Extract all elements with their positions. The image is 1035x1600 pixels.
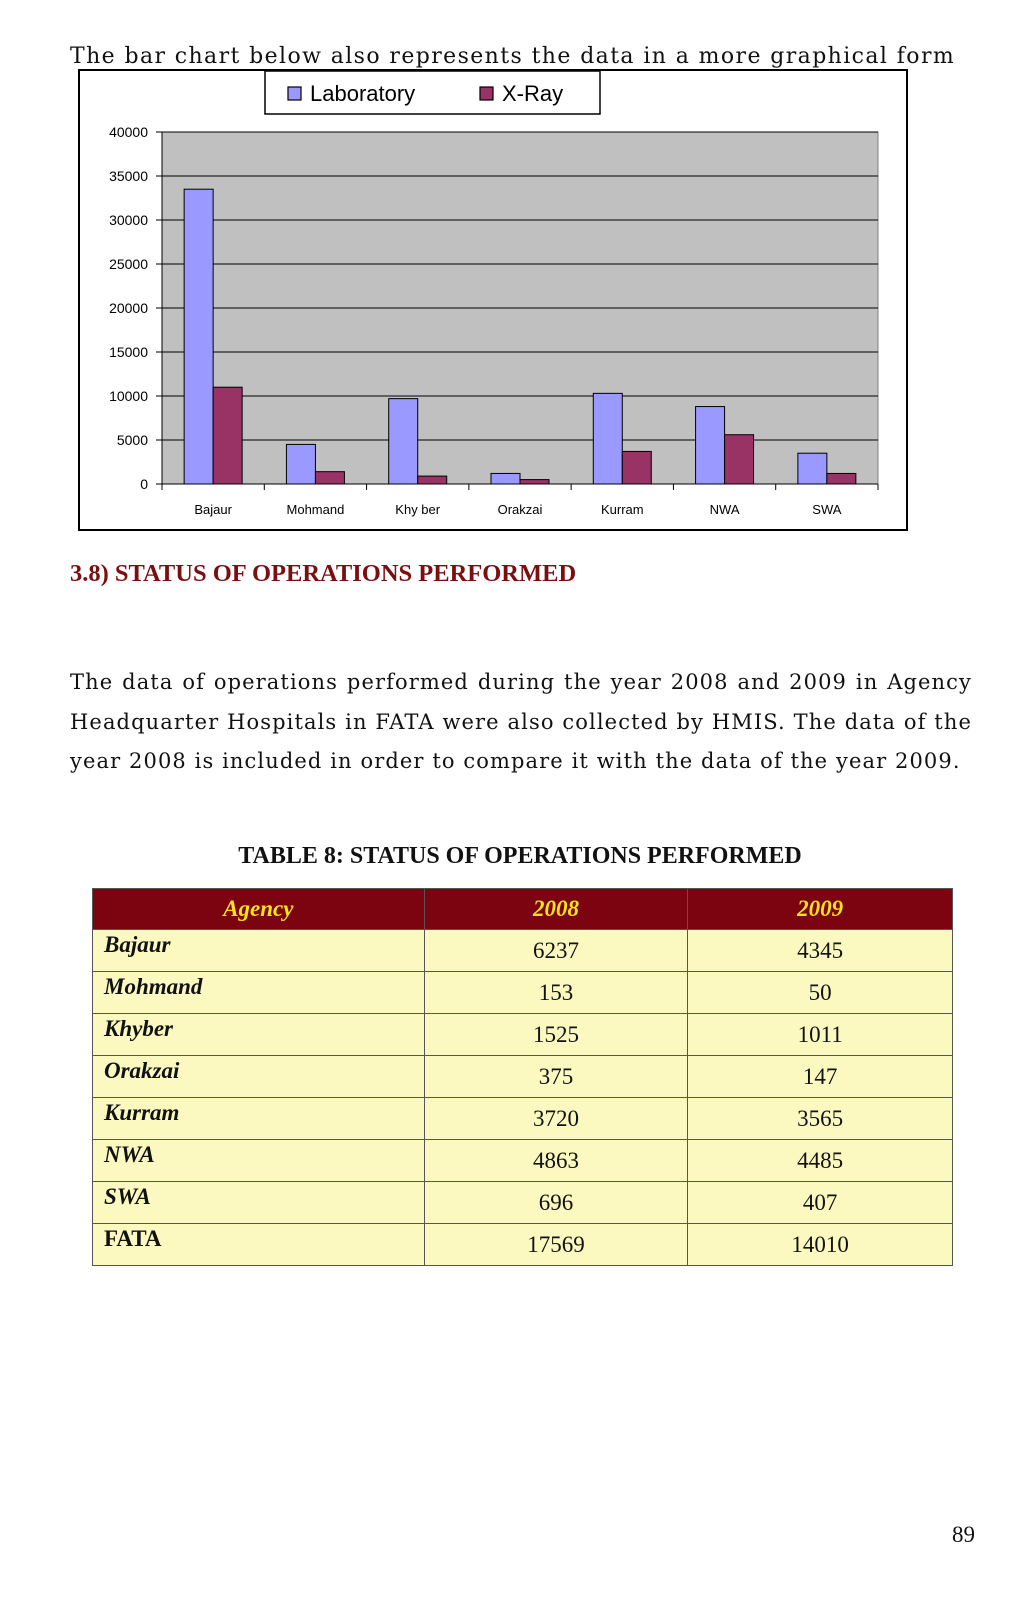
y-tick-label: 5000 xyxy=(116,432,148,448)
value-2009-cell: 1011 xyxy=(688,1014,953,1056)
agency-cell: Mohmand xyxy=(93,972,425,1014)
agency-cell: Bajaur xyxy=(93,930,425,972)
y-tick-label: 15000 xyxy=(109,344,148,360)
y-tick-label: 35000 xyxy=(109,168,148,184)
value-2009-cell: 4345 xyxy=(688,930,953,972)
y-tick-label: 10000 xyxy=(109,388,148,404)
header-2008: 2008 xyxy=(424,889,688,930)
table-row xyxy=(93,1056,953,1098)
table-header-row xyxy=(93,889,953,930)
bar-laboratory xyxy=(286,444,315,484)
intro-text: The bar chart below also represents the data in a more graphical form xyxy=(70,44,956,69)
bar-laboratory xyxy=(593,393,622,484)
agency-cell: Khyber xyxy=(93,1014,425,1056)
legend-label: Laboratory xyxy=(310,81,416,106)
value-2009-cell: 147 xyxy=(688,1056,953,1098)
value-2008-cell: 1525 xyxy=(424,1014,688,1056)
x-tick-label: Bajaur xyxy=(194,502,232,517)
y-tick-label: 25000 xyxy=(109,256,148,272)
bar-x-ray xyxy=(418,476,447,484)
table-row xyxy=(93,972,953,1014)
section-heading: 3.8) STATUS OF OPERATIONS PERFORMED xyxy=(70,560,577,587)
agency-cell-total: FATA xyxy=(93,1224,425,1266)
bar-chart xyxy=(78,69,908,531)
agency-cell: NWA xyxy=(93,1140,425,1182)
header-agency: Agency xyxy=(93,889,425,930)
value-2008-cell: 17569 xyxy=(424,1224,688,1266)
value-2009-cell: 50 xyxy=(688,972,953,1014)
value-2009-cell: 3565 xyxy=(688,1098,953,1140)
bar-laboratory xyxy=(798,453,827,484)
bar-x-ray xyxy=(622,451,651,484)
x-tick-label: Mohmand xyxy=(286,502,345,517)
bar-x-ray xyxy=(725,435,754,484)
agency-cell: SWA xyxy=(93,1182,425,1224)
value-2009-cell: 14010 xyxy=(688,1224,953,1266)
bar-x-ray xyxy=(520,480,549,484)
chart-canvas xyxy=(80,71,906,529)
table-row xyxy=(93,1098,953,1140)
table-row xyxy=(93,1014,953,1056)
x-tick-label: Kurram xyxy=(600,502,644,517)
y-tick-label: 20000 xyxy=(109,300,148,316)
value-2008-cell: 6237 xyxy=(424,930,688,972)
value-2008-cell: 375 xyxy=(424,1056,688,1098)
bar-x-ray xyxy=(827,473,856,484)
value-2008-cell: 696 xyxy=(424,1182,688,1224)
bar-x-ray xyxy=(213,387,242,484)
table-row xyxy=(93,930,953,972)
legend-swatch xyxy=(480,87,493,100)
header-2009: 2009 xyxy=(688,889,953,930)
x-tick-label: Orakzai xyxy=(497,502,543,517)
x-tick-label: SWA xyxy=(812,502,842,517)
y-tick-label: 0 xyxy=(140,476,148,492)
table-row xyxy=(93,1140,953,1182)
bar-laboratory xyxy=(491,473,520,484)
bar-laboratory xyxy=(184,189,213,484)
page-number: 89 xyxy=(952,1522,975,1547)
bar-x-ray xyxy=(315,472,344,484)
legend-label: X-Ray xyxy=(502,81,564,106)
bar-laboratory xyxy=(389,399,418,484)
value-2008-cell: 4863 xyxy=(424,1140,688,1182)
y-tick-label: 40000 xyxy=(109,124,148,140)
value-2009-cell: 4485 xyxy=(688,1140,953,1182)
agency-cell: Orakzai xyxy=(93,1056,425,1098)
value-2008-cell: 153 xyxy=(424,972,688,1014)
table-caption: TABLE 8: STATUS OF OPERATIONS PERFORMED xyxy=(238,843,802,869)
x-tick-label: Khy ber xyxy=(395,502,441,517)
value-2009-cell: 407 xyxy=(688,1182,953,1224)
value-2008-cell: 3720 xyxy=(424,1098,688,1140)
y-tick-label: 30000 xyxy=(109,212,148,228)
bar-laboratory xyxy=(696,407,725,484)
agency-cell: Kurram xyxy=(93,1098,425,1140)
table-row xyxy=(93,1182,953,1224)
table-row-total xyxy=(93,1224,953,1266)
legend-swatch xyxy=(288,87,301,100)
operations-table xyxy=(92,888,953,1266)
section-paragraph: The data of operations performed during the year 2008 and 2009 in Agency Headquarter Hospitals in FATA were also collected by HMIS. The data of the year 2008 is included in order to compare it with the data of the year 2009. xyxy=(70,670,972,773)
x-tick-label: NWA xyxy=(709,502,740,517)
